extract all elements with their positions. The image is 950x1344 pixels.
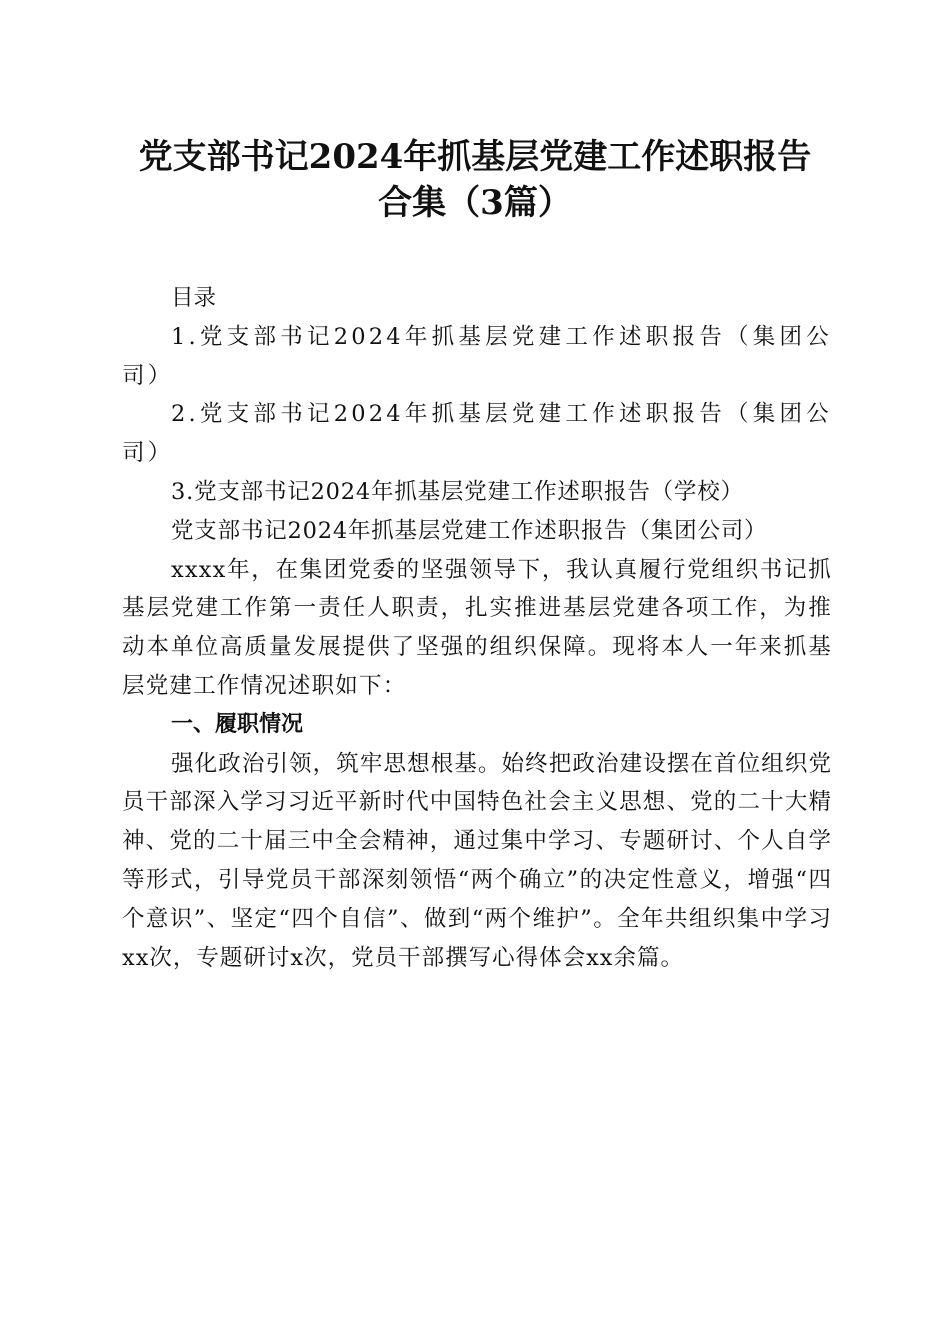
document-title-line-2: 合集（3篇） [378,183,572,223]
document-body [122,279,832,977]
toc-item-2: 2.党支部书记2024年抓基层党建工作述职报告（集团公司） [122,401,832,467]
section-1-paragraph-1: 强化政治引领，筑牢思想根基。始终把政治建设摆在首位组织党员干部深入学习习近平新时代中国特色社会主义思想、党的二十大精神、党的二十届三中全会精神，通过集中学习、专题研讨、个人自学等形式，引导党员干部深刻领悟“两个确立”的决定性意义，增强“四个意识”、坚定“四个自信”、做到“两个维护”。全年共组织集中学习xx次，专题研讨x次，党员干部撰写心得体会xx余篇。 [122,750,832,971]
intro-paragraph: xxxx年，在集团党委的坚强领导下，我认真履行党组织书记抓基层党建工作第一责任人职责，扎实推进基层党建各项工作，为推动本单位高质量发展提供了坚强的组织保障。现将本人一年来抓基层党建工作情况述职如下： [122,556,832,699]
toc-item-3: 3.党支部书记2024年抓基层党建工作述职报告（学校） [171,478,744,505]
document-title-line-1: 党支部书记2024年抓基层党建工作述职报告 [138,137,812,177]
section-heading-1: 一、履职情况 [171,711,304,737]
document-title [100,134,850,226]
toc-label: 目录 [171,285,217,311]
toc-item-1: 1.党支部书记2024年抓基层党建工作述职报告（集团公司） [122,323,832,389]
article-title: 党支部书记2024年抓基层党建工作述职报告（集团公司） [171,517,768,544]
